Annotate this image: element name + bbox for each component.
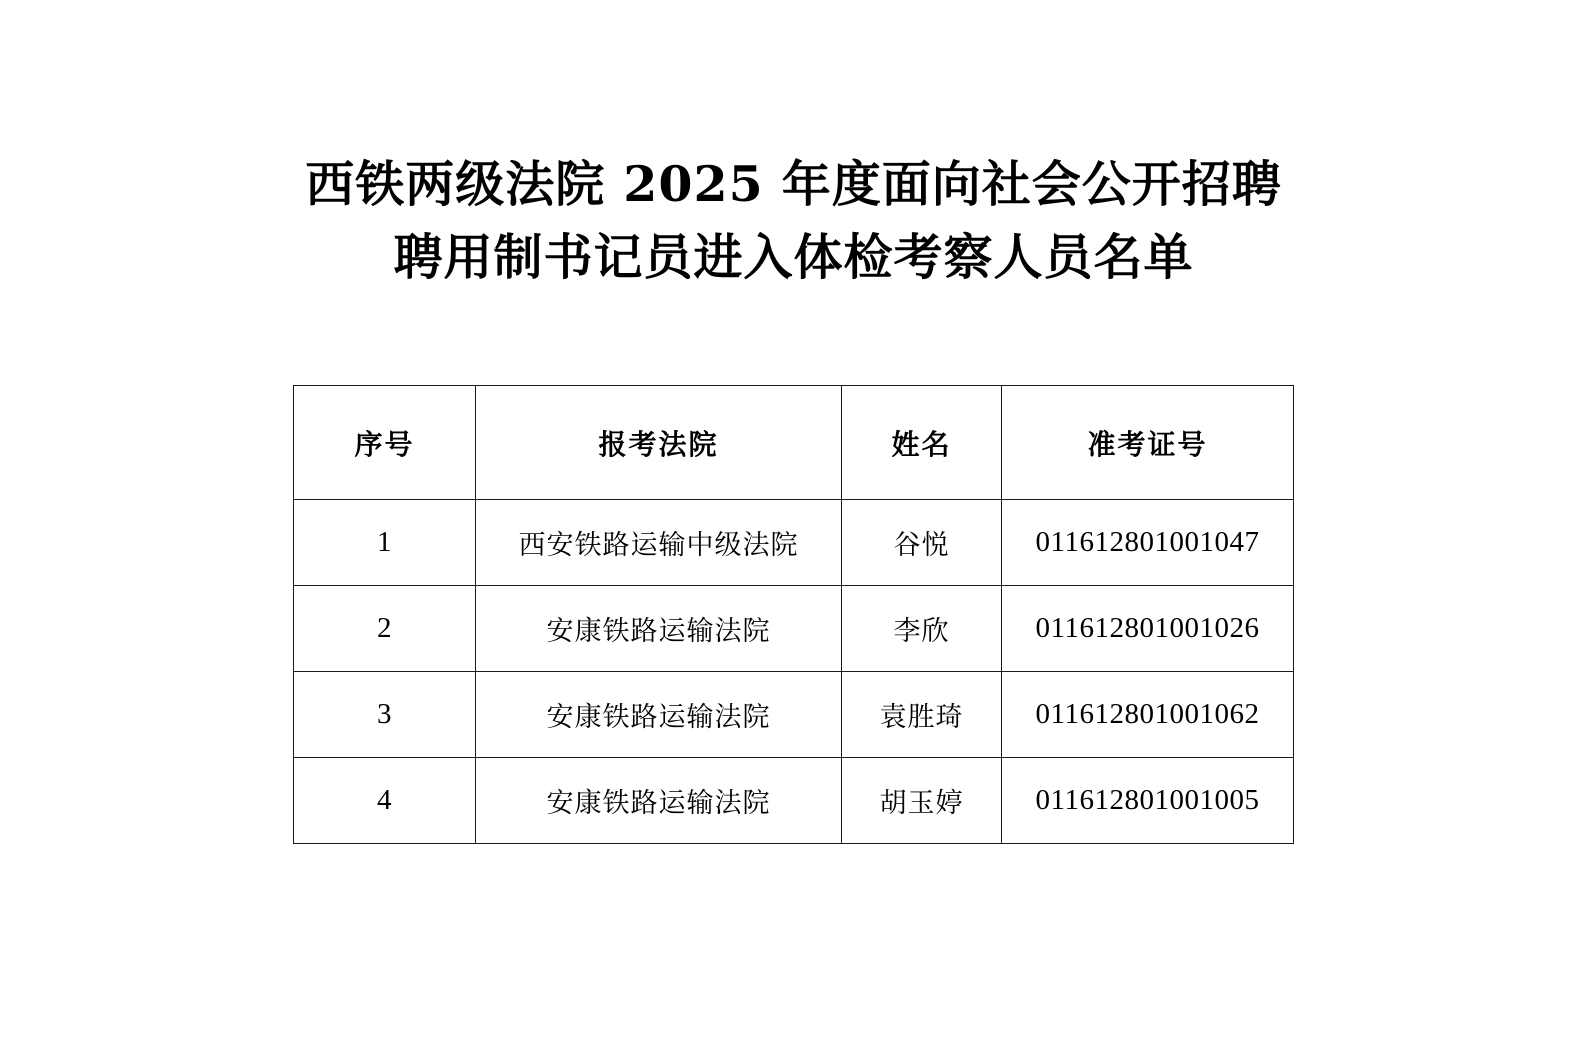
cell-ticket: 011612801001005 bbox=[1002, 758, 1294, 844]
table-row bbox=[294, 500, 1294, 586]
cell-ticket: 011612801001026 bbox=[1002, 586, 1294, 672]
cell-index: 4 bbox=[294, 758, 476, 844]
cell-ticket: 011612801001047 bbox=[1002, 500, 1294, 586]
cell-name: 袁胜琦 bbox=[842, 672, 1002, 758]
cell-index: 3 bbox=[294, 672, 476, 758]
cell-ticket: 011612801001062 bbox=[1002, 672, 1294, 758]
column-header-ticket: 准考证号 bbox=[1002, 386, 1294, 500]
column-header-index: 序号 bbox=[294, 386, 476, 500]
cell-index: 1 bbox=[294, 500, 476, 586]
cell-name: 李欣 bbox=[842, 586, 1002, 672]
page-title-line-2: 聘用制书记员进入体检考察人员名单 bbox=[393, 227, 1194, 286]
cell-court: 安康铁路运输法院 bbox=[476, 586, 842, 672]
cell-court: 安康铁路运输法院 bbox=[476, 758, 842, 844]
table-header bbox=[294, 386, 1294, 500]
cell-court: 西安铁路运输中级法院 bbox=[476, 500, 842, 586]
table-body bbox=[294, 500, 1294, 844]
cell-name: 谷悦 bbox=[842, 500, 1002, 586]
table-row bbox=[294, 586, 1294, 672]
table-row bbox=[294, 672, 1294, 758]
column-header-court: 报考法院 bbox=[476, 386, 842, 500]
roster-table bbox=[293, 385, 1294, 844]
table-header-row bbox=[294, 386, 1294, 500]
cell-index: 2 bbox=[294, 586, 476, 672]
page-title bbox=[0, 0, 1587, 293]
column-header-name: 姓名 bbox=[842, 386, 1002, 500]
cell-name: 胡玉婷 bbox=[842, 758, 1002, 844]
page-title-line-1: 西铁两级法院 2025 年度面向社会公开招聘 bbox=[305, 155, 1282, 213]
roster-table-container bbox=[0, 385, 1587, 844]
cell-court: 安康铁路运输法院 bbox=[476, 672, 842, 758]
table-row bbox=[294, 758, 1294, 844]
